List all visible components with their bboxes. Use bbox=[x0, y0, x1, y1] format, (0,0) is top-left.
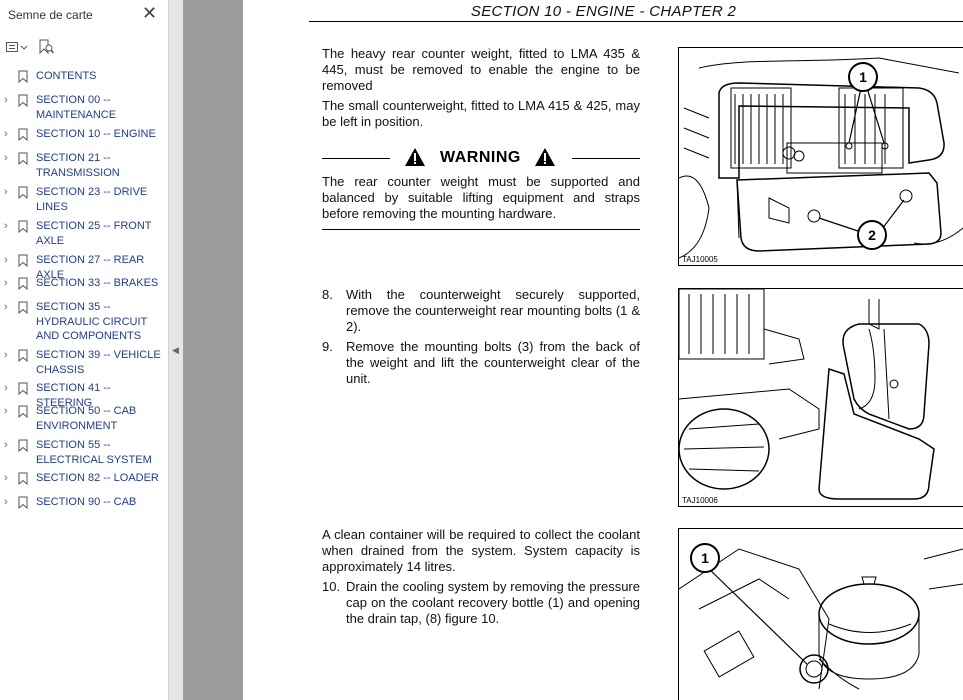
callout-1: 1 bbox=[848, 62, 878, 92]
bookmark-icon bbox=[18, 349, 28, 362]
step-text: With the counterweight securely supported, remove the counterweight rear mounting bolts (1 & 2). bbox=[346, 287, 640, 334]
figure-counterweight-side bbox=[678, 288, 963, 507]
bookmark-label: SECTION 10 -- ENGINE bbox=[36, 128, 156, 140]
bookmark-label: SECTION 25 -- FRONT AXLE bbox=[36, 220, 152, 247]
expand-chevron-icon[interactable]: › bbox=[4, 382, 8, 394]
bookmark-icon bbox=[18, 472, 28, 485]
bookmark-label: SECTION 35 -- HYDRAULIC CIRCUIT AND COMPONENTS bbox=[36, 301, 148, 342]
pdf-page bbox=[243, 0, 963, 700]
panel-title: Semne de carte bbox=[8, 8, 93, 22]
step-text: Drain the cooling system by removing the pressure cap on the coolant recovery bottle (1) and opening the drain tap, (8) figure 10. bbox=[346, 579, 640, 626]
bookmark-label: SECTION 90 -- CAB bbox=[36, 496, 137, 508]
bookmark-label: SECTION 55 -- ELECTRICAL SYSTEM bbox=[36, 439, 152, 466]
figure-counterweight-front bbox=[678, 47, 963, 266]
expand-chevron-icon[interactable]: › bbox=[4, 277, 8, 289]
expand-chevron-icon[interactable]: › bbox=[4, 186, 8, 198]
options-menu-button[interactable] bbox=[6, 41, 28, 53]
step-number: 8. bbox=[322, 287, 333, 302]
expand-chevron-icon[interactable]: › bbox=[4, 349, 8, 361]
expand-chevron-icon[interactable]: › bbox=[4, 405, 8, 417]
warning-rule-left bbox=[322, 158, 390, 159]
coolant-recovery-illustration bbox=[679, 529, 963, 700]
callout-1: 1 bbox=[690, 543, 720, 573]
step-text: Remove the mounting bolts (3) from the back of the weight and lift the counterweight clear of the unit. bbox=[346, 339, 640, 386]
expand-chevron-icon[interactable]: › bbox=[4, 496, 8, 508]
bookmark-label: SECTION 23 -- DRIVE LINES bbox=[36, 186, 148, 213]
figure-caption: TAJ10006 bbox=[682, 496, 718, 505]
page-header: SECTION 10 - ENGINE - CHAPTER 2 bbox=[470, 3, 737, 20]
expand-chevron-icon[interactable]: › bbox=[4, 152, 8, 164]
bookmark-label: SECTION 41 -- STEERING bbox=[36, 382, 111, 409]
bookmark-icon bbox=[18, 439, 28, 452]
figure-coolant-bottle bbox=[678, 528, 963, 700]
expand-chevron-icon[interactable]: › bbox=[4, 220, 8, 232]
bookmark-icon bbox=[18, 94, 28, 107]
figure-caption: TAJ10005 bbox=[682, 255, 718, 264]
bookmarks-panel bbox=[0, 0, 168, 700]
warning-triangle-icon bbox=[404, 147, 426, 167]
bookmark-label: SECTION 50 -- CAB ENVIRONMENT bbox=[36, 405, 137, 432]
warning-triangle-icon bbox=[534, 147, 556, 167]
note-paragraph: The small counterweight, fitted to LMA 415 & 425, may be left in position. bbox=[322, 98, 640, 129]
bookmark-icon bbox=[18, 496, 28, 509]
bookmark-label: SECTION 21 -- TRANSMISSION bbox=[36, 152, 120, 179]
document-canvas bbox=[183, 0, 243, 700]
warning-title: WARNING bbox=[440, 149, 521, 166]
bookmark-label: SECTION 27 -- REAR AXLE bbox=[36, 254, 145, 281]
warning-text: The rear counter weight must be supported and balanced by suitable lifting equipment and straps before removing the mounting hardware. bbox=[322, 174, 640, 221]
bookmark-icon bbox=[18, 152, 28, 165]
bookmark-icon bbox=[18, 277, 28, 290]
bookmark-label: SECTION 82 -- LOADER bbox=[36, 472, 159, 484]
expand-chevron-icon[interactable]: › bbox=[4, 301, 8, 313]
panel-toolbar bbox=[6, 37, 54, 57]
callout-2: 2 bbox=[857, 220, 887, 250]
bookmark-icon bbox=[18, 70, 28, 83]
counterweight-illustration bbox=[679, 48, 963, 265]
warning-bottom-rule bbox=[322, 229, 640, 230]
header-rule bbox=[309, 21, 963, 22]
bookmark-label: CONTENTS bbox=[36, 70, 97, 82]
close-icon[interactable]: ✕ bbox=[142, 3, 158, 23]
warning-heading bbox=[322, 147, 640, 169]
step-number: 10. bbox=[322, 579, 341, 594]
bookmark-label: SECTION 33 -- BRAKES bbox=[36, 277, 159, 289]
list-options-icon bbox=[6, 41, 28, 53]
step-number: 9. bbox=[322, 339, 333, 354]
counterweight-lifting-illustration bbox=[679, 289, 963, 506]
expand-chevron-icon[interactable]: › bbox=[4, 472, 8, 484]
bookmark-search-icon bbox=[38, 39, 54, 55]
find-bookmark-button[interactable] bbox=[38, 39, 54, 55]
intro-paragraph: The heavy rear counter weight, fitted to LMA 435 & 445, must be removed to enable the engine to be removed bbox=[322, 46, 640, 93]
bookmark-label: SECTION 00 -- MAINTENANCE bbox=[36, 94, 117, 121]
bookmark-icon bbox=[18, 405, 28, 418]
expand-chevron-icon[interactable]: › bbox=[4, 439, 8, 451]
expand-chevron-icon[interactable]: › bbox=[4, 254, 8, 266]
bookmark-icon bbox=[18, 254, 28, 267]
bookmark-icon bbox=[18, 382, 28, 395]
expand-chevron-icon[interactable]: › bbox=[4, 128, 8, 140]
expand-chevron-icon[interactable]: › bbox=[4, 94, 8, 106]
bookmark-icon bbox=[18, 128, 28, 141]
bookmark-icon bbox=[18, 186, 28, 199]
bookmark-icon bbox=[18, 301, 28, 314]
bookmark-icon bbox=[18, 220, 28, 233]
collapse-panel-icon[interactable]: ◀ bbox=[172, 345, 179, 355]
warning-rule-right bbox=[572, 158, 640, 159]
bookmark-label: SECTION 39 -- VEHICLE CHASSIS bbox=[36, 349, 161, 376]
coolant-paragraph: A clean container will be required to collect the coolant when drained from the system. System capacity is approximately 14 litres. bbox=[322, 527, 640, 574]
